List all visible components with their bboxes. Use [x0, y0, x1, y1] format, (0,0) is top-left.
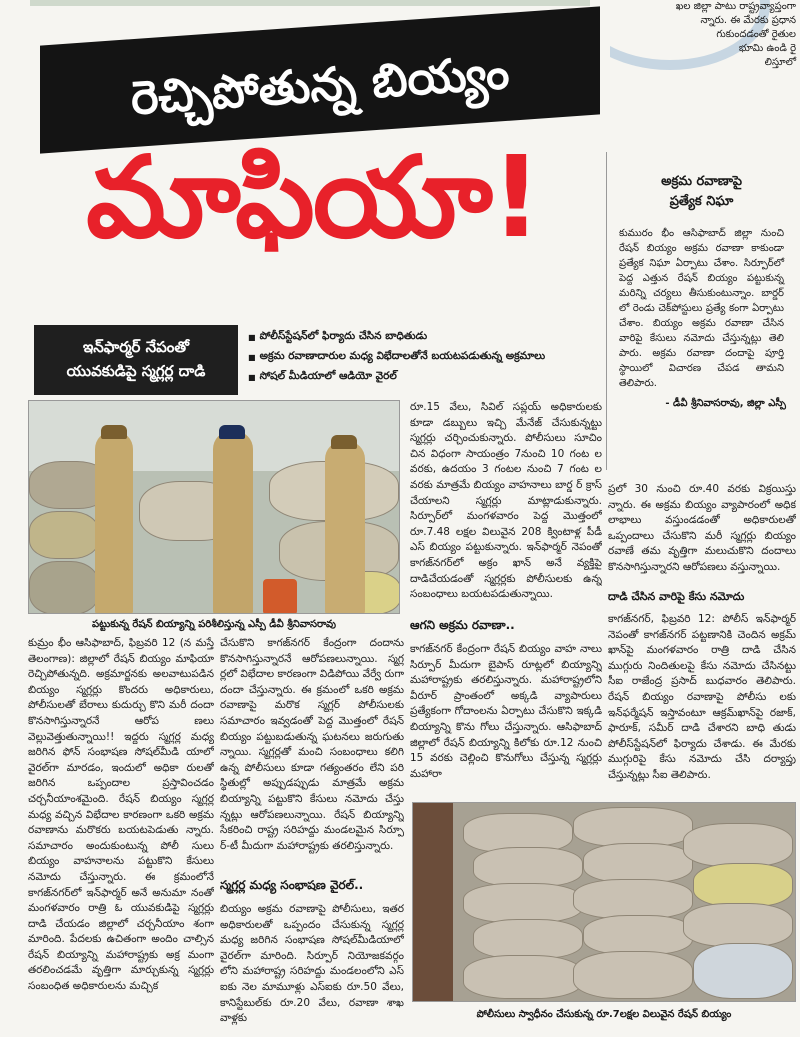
article-mid-column-2: కాగజ్‌నగర్ కేంద్రంగా రేషన్ బియ్యం వాహ నాలు సిర్పూర్ మీదుగా బైపాస్ రూట్లలో బియ్యాన్ని మహారాష్ట్రకు తరలిస్తున్నారు. మహారాష్ట్రలోని వీరూర్ ప్రాంతంలో అక్కడి వ్యాపారులు ప్రత్యేకంగా గోదాంలను ఏర్పాటు చేసుకొని ఇక్కడి బియ్యాన్ని కొను గోలు చేస్తున్నారు. ఆసిఫాబాద్ జిల్లాలో రేషన్ బియ్యాన్ని కిలోకు రూ.12 నుంచి 15 వరకు చెల్లించి కొనుగోలు చేస్తున్న స్మగ్లర్లు మహారా [410, 643, 602, 780]
headline-main: మాఫియా! [86, 133, 540, 263]
article-col2-bottom: బియ్యం అక్రమ రవాణాపై పోలీసులు, ఇతర అధికారులతో ఒప్పందం చేసుకున్న స్మగ్లర్ల మధ్య జరిగిన సంభాషణ సోషల్‌మీడియాలో వైరల్‌గా మారింది. సిర్పూర్ నియోజకవర్గం లోని మహారాష్ట్ర సరిహద్దు మండలంలోని ఎస్ ఐకు నెల మామూళ్లు ఎస్‌ఐకు రూ.50 వేలు, కానిస్టేబుల్‌కు రూ.20 వేలు, రవాణా శాఖ వాళ్లకు [220, 903, 404, 1025]
article-left-column: కుమ్రం భీం ఆసిఫాబాద్, ఫిబ్రవరి 12 (న మస్తే తెలంగాణ): జిల్లాలో రేషన్ బియ్యం మాఫియా రెచ్చిపోతున్నది. అక్రమార్జనకు అలవాటుపడిన బియ్యం స్మగ్లర్లు కొందరు అధికారులు, పోలీసులతో బేరాలు కుదుర్చు కొని మరీ దందా కొనసాగిస్తున్నారనే ఆరోప ణలు వెల్లువెత్తుతున్నాయి!! ఇద్దరు స్మగ్లర్ల మధ్య జరిగిన ఫోన్ సంభాషణ సోషల్‌మీడి యాలో వైరల్‌గా మారడం, ఇందులో అధికా రులతో జరిగిన ఒప్పందాల ప్రస్తావించడం చర్చనీయాంశమైంది. రేషన్ బియ్యం స్మగ్లర్ల మధ్య వచ్చిన విభేదాల కారణంగా ఒకరి అక్రమ రవాణాను మరొకరు బయటపెడుతు న్నారు. సమాచారం అందుకుంటున్న పోలీ సులు బియ్యం వాహనాలను పట్టుకొని కేసులు నమోదు చేస్తున్నారు. ఈ క్రమంలోనే కాగజ్‌నగర్‌లో ఇన్‌ఫార్మర్ అనే అనుమా నంతో మంగళవారం రాత్రి ఓ యువకుడిపై స్మగ్లర్లు దాడి చేయడం జిల్లాలో చర్చనీయాం శంగా మారింది. పేదలకు ఉచితంగా అందిం చాల్సిన రేషన్ బియ్యాన్ని మహారాష్ట్రకు అక్ర మంగా తరలించడమే వృత్తిగా మార్చుకున్న స్మగ్లర్లు సంబంధిత అధికారులను మచ్చిక [28, 637, 214, 993]
fragment-line: లిస్తూలో [764, 57, 796, 68]
fragment-line: న్నారు. ఈ మేరకు ప్రధాన [700, 15, 796, 26]
fragment-line: ఖల జిల్లా పాటు రాష్ట్రవ్యాప్తంగా [675, 1, 796, 12]
right-subhead: దాడి చేసిన వారిపై కేసు నమోదు [608, 590, 745, 603]
col2-subhead: స్మగ్లర్ల మధ్య సంభాషణ వైరల్.. [220, 878, 364, 892]
adjacent-article-fragment [610, 0, 800, 80]
fragment-line: భూమి ఉండి రై [738, 43, 796, 54]
sidebar-title: అక్రమ రవాణాపై [661, 174, 742, 189]
sidebar-title-2: ప్రత్యేక నిఘా [669, 194, 734, 209]
sidebar-box [606, 152, 796, 470]
sidebar-body: కుమురం భీం ఆసిఫాబాద్ జిల్లా నుంచి రేషన్ బియ్యం అక్రమ రవాణా కాకుండా ప్రత్యేక నిఘా ఏర్పాటు చేశాం. సిర్పూర్‌లో పెద్ద ఎత్తున రేషన్ బియ్యం పట్టుకున్న మరిన్ని చర్యలు తీసుకుంటున్నాం. బార్డర్ లో రెండు చెక్‌పోస్టులు ప్రత్యే కంగా ఏర్పాటు చేశాం. బియ్యం అక్రమ రవాణా చేసిన వారిపై కేసులు నమోదు చేస్తున్నట్లు తెలి పారు. అక్రమ రవాణా దందాపై పూర్తి స్థాయిలో విచారణ చేపడ తామని తెలిపారు. [619, 228, 784, 389]
photo2-caption: పోలీసులు స్వాధీనం చేసుకున్న రూ.7లక్షల విలువైన రేషన్ బియ్యం [476, 1009, 732, 1020]
sub-headline-box [34, 325, 238, 395]
bullet-list [248, 327, 608, 387]
article-mid-column-top: రూ.15 వేలు, సివిల్ సప్లయ్ అధికారులకు కూడా డబ్బులు ఇచ్చి మేనేజ్ చేసుకున్నట్టు స్మగ్లర్లు చర్చించుకున్నారు. పోలీసులు సూచిం చిన విధంగా సాయంత్రం 7నుంచి 10 గంట ల వరకు, ఉదయం 3 గంటల నుంచి 7 గంట ల వరకు మాత్రమే బియ్యం వాహనాలు బార్డ ర్ క్రాస్ చేయాలని స్మగ్లర్లు మాట్లాడుకున్నారు. సిర్పూర్‌లో మంగళవారం పెద్ద మొత్తంలో రూ.7.48 లక్షల విలువైన 208 క్వింటాళ్ల పీడీ ఎస్ బియ్యం పట్టుకున్నారు. ఇన్‌ఫార్మర్ నెపంతో కాగజ్‌నగర్‌లో అక్రం ఖాన్ అనే వ్యక్తిపై దాడిచేయడంతో స్మగ్లర్లకు పోలీసులకు ఉన్న సంబంధాలు బయటపడుతున్నాయి. [410, 401, 602, 601]
photo1-caption: పట్టుకున్న రేషన్ బియ్యాన్ని పరిశీలిస్తున్న ఎస్పీ డీవీ శ్రీనివాసరావు [91, 619, 337, 630]
bullet-item: ■ సోషల్ మీడియాలో ఆడియో వైరల్ [248, 367, 608, 387]
police-inspection-photo [28, 400, 400, 614]
article-col2-top: చేసుకొని కాగజ్‌నగర్ కేంద్రంగా దందాను కొనసాగిస్తున్నారనే ఆరోపణలున్నాయి. స్మగ్ల ర్లలో విభేదాల కారణంగా విడిపోయి వేర్వే రుగా దందా చేస్తున్నారు. ఈ క్రమంలో ఒకరి అక్రమ రవాణాపై మరొక స్మగ్లర్ పోలీసులకు సమాచారం ఇవ్వడంతో పెద్ద మొత్తంలో రేషన్ బియ్యం పట్టుబడుతున్న ఘటనలు జరుగుతు న్నాయి. స్మగ్లర్లతో మంచి సంబంధాలు కలిగి ఉన్న పోలీసులు కూడా గత్యంతరం లేని పరి స్థితుల్లో అప్పుడప్పుడు మాత్రమే అక్రమ బియ్యాన్ని పట్టుకొని కేసులు నమోదు చేస్తు న్నట్లు ఆరోపణలున్నాయి. రేషన్ బియ్యాన్ని సేకరించి రాష్ట్ర సరిహద్దు మండలమైన సిర్పూ ర్-టీ మీదుగా మహారాష్ట్రకు తరలిస్తున్నారు. [220, 637, 404, 852]
article-right-column-bottom: కాగజ్‌నగర్, ఫిబ్రవరి 12: పోలీస్ ఇన్‌ఫార్మర్ నెపంతో కాగజ్‌నగర్ పట్టణానికి చెందిన అక్రమ్ ఖాన్‌పై మంగళవారం రాత్రి దాడి చేసిన ముగ్గురు నిందితులపై కేసు నమోదు చేసినట్టు సీఐ రాజేంద్ర ప్రసాద్ బుధవారం తెలిపారు. రేషన్ బియ్యం రవాణాపై పోలీసు లకు ఇన్‌ఫర్మేషన్ ఇస్తావంటూ ఆక్రమ్‌ఖాన్‌పై రజాక్, ఫారూక్, సమీర్ దాడి చేశారని బాధి తుడు పోలీస్‌స్టేషన్‌లో ఫిర్యాదు చేశాడు. ఈ మేరకు ముగ్గురిపై కేసు నమోదు చేసి దర్యాప్తు చేస్తున్నట్లు సీఐ తెలిపారు. [608, 613, 796, 781]
article-right-column-top: ప్రలో 30 నుంచి రూ.40 వరకు విక్రయిస్తు న్నారు. ఈ అక్రమ బియ్యం వ్యాపారంలో అధిక లాభాలు వస్తుండడంతో అధికారులతో ఒప్పందాలు చేసుకొని మరీ స్మగ్లర్లు బియ్యం రవాణే తమ వృత్తిగా మలుచుకొని దందాలు కొనసాగిస్తున్నారని ఆరోపణలు వస్తున్నాయి. [608, 483, 796, 573]
headline-kicker: రెచ్చిపోతున్న బియ్యం [129, 44, 511, 126]
mid-subhead: ఆగని అక్రమ రవాణా.. [410, 618, 515, 632]
bullet-item: ■ పోలీస్‌స్టేషన్‌లో ఫిర్యాదు చేసిన బాధితుడు [248, 327, 608, 347]
sub-headline-line1: ఇన్‌ఫార్మర్ నేపంతో [82, 338, 190, 356]
sidebar-attribution: - డీవీ శ్రీనివాసరావు, జిల్లా ఎస్పీ [665, 398, 786, 409]
rice-sacks-photo [412, 802, 796, 1002]
fragment-line: గుకుందడంతో రైతుల [716, 29, 796, 40]
sub-headline-line2: యువకుడిపై స్మగ్లర్ల దాడి [66, 362, 206, 380]
bullet-item: ■ అక్రమ రవాణాదారుల మధ్య విభేదాలతోనే బయటపడుతున్న అక్రమాలు [248, 347, 608, 367]
top-rule [30, 0, 590, 6]
